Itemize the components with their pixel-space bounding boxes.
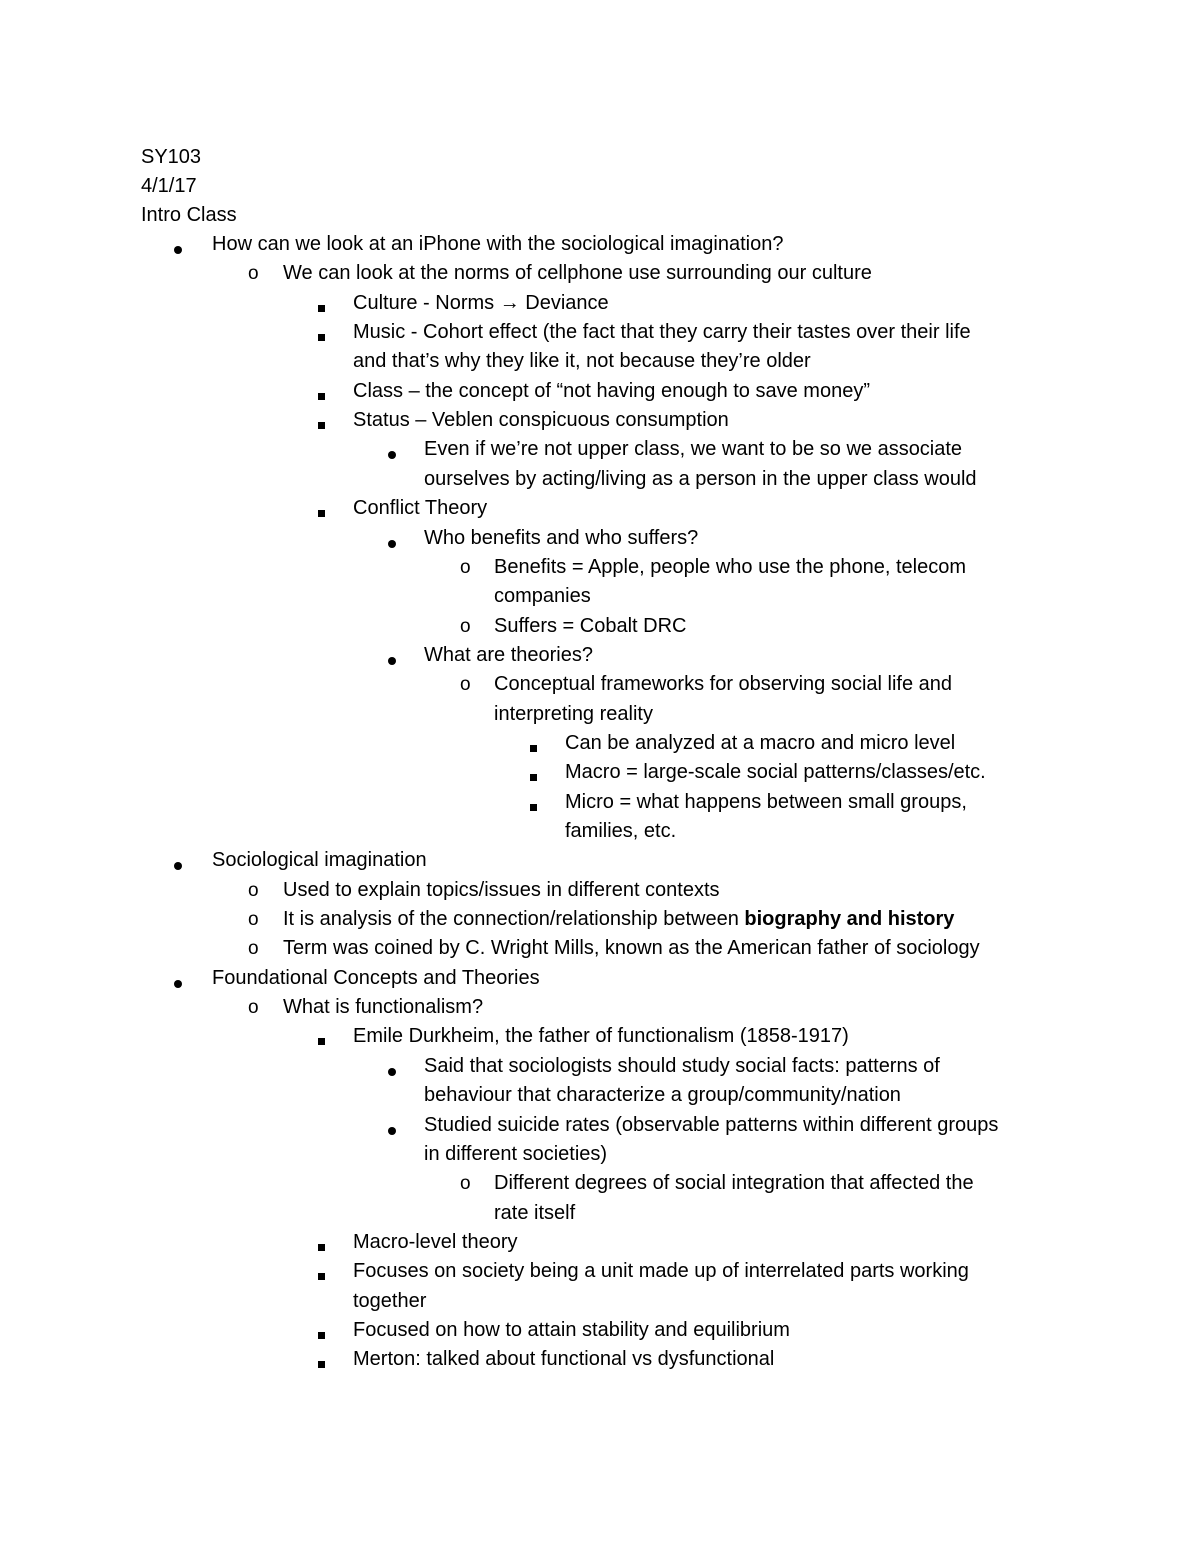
outline-line — [424, 1052, 940, 1081]
outline-line — [353, 1287, 426, 1316]
outline-line-text: Macro = large-scale social patterns/classes/etc. — [565, 761, 986, 783]
bullet-square-icon — [318, 1326, 325, 1344]
outline-line — [424, 1111, 998, 1140]
bullet-disc-icon — [388, 652, 396, 670]
bullet-square-icon — [318, 1267, 325, 1285]
outline-line-text: Used to explain topics/issues in different contexts — [283, 879, 720, 901]
outline-line — [353, 1257, 969, 1286]
outline-line-text: What are theories? — [424, 644, 593, 666]
outline-line-text: interpreting reality — [494, 703, 653, 725]
outline-line-text: ourselves by acting/living as a person in the upper class would — [424, 468, 977, 490]
outline-line-text: How can we look at an iPhone with the sociological imagination? — [212, 233, 784, 255]
outline-line — [494, 1169, 974, 1198]
outline-line — [424, 435, 962, 464]
outline-line-text: together — [353, 1290, 427, 1312]
outline-line-text: Focuses on society being a unit made up of interrelated parts working — [353, 1260, 969, 1282]
bullet-disc-icon — [388, 1063, 396, 1081]
outline-line — [353, 377, 870, 406]
outline-line — [424, 524, 698, 553]
bullet-circle-icon: o — [248, 997, 259, 1018]
outline-line-text: Who benefits and who suffers? — [424, 527, 699, 549]
outline-line — [212, 846, 427, 875]
bullet-square-icon — [530, 739, 537, 757]
outline-line-text: Music - Cohort effect (the fact that they carry their tastes over their life — [353, 321, 971, 343]
outline-line — [494, 700, 653, 729]
bullet-circle-icon: o — [248, 880, 259, 901]
outline-line — [494, 553, 966, 582]
bullet-square-icon — [318, 1032, 325, 1050]
outline-line — [283, 905, 954, 934]
outline-line — [353, 406, 729, 435]
outline-line-text: Different degrees of social integration that affected the — [494, 1172, 974, 1194]
outline-line — [353, 494, 487, 523]
outline-line — [353, 1316, 790, 1345]
outline-line — [353, 289, 609, 318]
bullet-circle-icon: o — [248, 263, 259, 284]
bullet-square-icon — [318, 504, 325, 522]
outline-line-text: Even if we’re not upper class, we want to be so we associate — [424, 438, 963, 460]
note-date: 4/1/17 — [141, 175, 197, 197]
bullet-square-icon — [318, 328, 325, 346]
outline-line — [565, 788, 967, 817]
outline-line — [283, 259, 872, 288]
outline-line — [424, 465, 977, 494]
outline-line — [424, 1081, 901, 1110]
outline-line-text: behaviour that characterize a group/community/nation — [424, 1084, 901, 1106]
outline-line-text: Macro-level theory — [353, 1231, 518, 1253]
outline-line-bold-text: biography and history — [744, 908, 955, 930]
outline-line-text: Merton: talked about functional vs dysfunctional — [353, 1348, 775, 1370]
outline-line-text: Foundational Concepts and Theories — [212, 967, 540, 989]
outline-line — [494, 582, 591, 611]
outline-line-text: companies — [494, 585, 591, 607]
outline-line — [353, 1228, 518, 1257]
outline-line — [212, 964, 540, 993]
bullet-disc-icon — [388, 446, 396, 464]
bullet-disc-icon — [174, 975, 182, 993]
bullet-square-icon — [530, 768, 537, 786]
outline-line-text: Class – the concept of “not having enough to save money” — [353, 380, 870, 402]
outline-line-text: Suffers = Cobalt DRC — [494, 615, 687, 637]
outline-line — [565, 758, 986, 787]
outline-line-text: Culture - Norms → Deviance — [353, 292, 609, 314]
outline-line-text: Focused on how to attain stability and equilibrium — [353, 1319, 790, 1341]
outline-line — [494, 1199, 575, 1228]
outline-line-text: in different societies) — [424, 1143, 608, 1165]
bullet-square-icon — [530, 798, 537, 816]
outline-line-text: rate itself — [494, 1202, 576, 1224]
outline-line-text: Status – Veblen conspicuous consumption — [353, 409, 729, 431]
outline-line — [494, 612, 687, 641]
outline-line-text: It is analysis of the connection/relationship between — [283, 908, 745, 930]
outline-line-text: Said that sociologists should study social facts: patterns of — [424, 1055, 940, 1077]
outline-line — [353, 1022, 849, 1051]
outline-line — [565, 817, 676, 846]
bullet-disc-icon — [174, 241, 182, 259]
outline-line-text: Emile Durkheim, the father of functionalism (1858-1917) — [353, 1025, 849, 1047]
bullet-circle-icon: o — [460, 1173, 471, 1194]
bullet-square-icon — [318, 1238, 325, 1256]
outline-line — [565, 729, 955, 758]
bullet-disc-icon — [388, 1122, 396, 1140]
outline-line — [424, 1140, 607, 1169]
outline-line-text: families, etc. — [565, 820, 677, 842]
bullet-circle-icon: o — [460, 616, 471, 637]
note-title: Intro Class — [141, 204, 237, 226]
outline-line — [353, 347, 811, 376]
outline-line-text: What is functionalism? — [283, 996, 484, 1018]
outline-line-text: Can be analyzed at a macro and micro level — [565, 732, 956, 754]
outline-line-text: Studied suicide rates (observable patterns within different groups — [424, 1114, 999, 1136]
outline-line — [283, 934, 980, 963]
bullet-square-icon — [318, 387, 325, 405]
outline-line-text: Term was coined by C. Wright Mills, known as the American father of sociology — [283, 937, 980, 959]
course-code: SY103 — [141, 146, 202, 168]
bullet-square-icon — [318, 416, 325, 434]
outline-line-text: Conceptual frameworks for observing social life and — [494, 673, 952, 695]
outline-line-text: Conflict Theory — [353, 497, 488, 519]
bullet-disc-icon — [174, 857, 182, 875]
outline-line-text: Micro = what happens between small groups, — [565, 791, 967, 813]
bullet-circle-icon: o — [460, 557, 471, 578]
outline-line-text: and that’s why they like it, not because they’re older — [353, 350, 811, 372]
bullet-circle-icon: o — [248, 909, 259, 930]
outline-line — [283, 876, 720, 905]
outline-line-text: We can look at the norms of cellphone use surrounding our culture — [283, 262, 872, 284]
bullet-circle-icon: o — [248, 938, 259, 959]
bullet-square-icon — [318, 1355, 325, 1373]
outline-line — [212, 230, 783, 259]
outline-line-text: Benefits = Apple, people who use the phone, telecom — [494, 556, 967, 578]
bullet-disc-icon — [388, 535, 396, 553]
bullet-square-icon — [318, 299, 325, 317]
bullet-circle-icon: o — [460, 674, 471, 695]
outline-line — [353, 1345, 774, 1374]
outline-line — [424, 641, 593, 670]
outline-line — [353, 318, 971, 347]
outline-line-text: Sociological imagination — [212, 849, 427, 871]
outline-line — [494, 670, 952, 699]
outline-line — [283, 993, 483, 1022]
